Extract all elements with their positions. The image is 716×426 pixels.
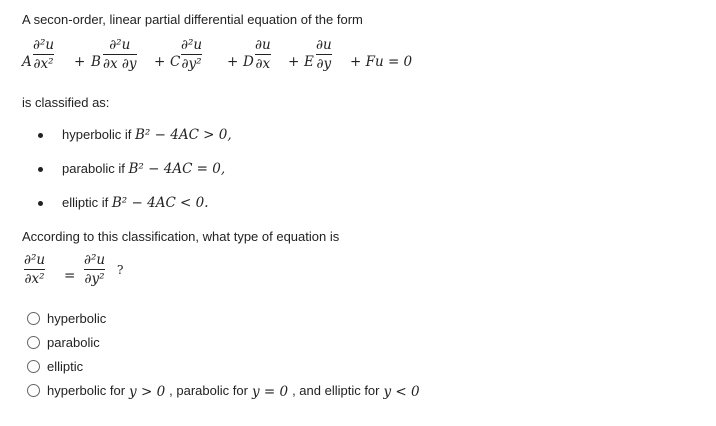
equation-tail: + Fu = 0 bbox=[350, 54, 413, 70]
option-parabolic[interactable]: parabolic bbox=[27, 333, 100, 351]
plus-4: + bbox=[288, 54, 300, 70]
term-uxy: ∂²u ∂x ∂y bbox=[103, 37, 137, 72]
term-uy: ∂u ∂y bbox=[316, 37, 332, 72]
classified-as-text: is classified as: bbox=[22, 95, 110, 110]
elliptic-condition: B² − 4AC < 0. bbox=[111, 195, 209, 211]
option-hyperbolic[interactable]: hyperbolic bbox=[27, 309, 106, 327]
question-text: According to this classification, what type of equation is bbox=[22, 229, 340, 244]
question-mark: ? bbox=[117, 263, 124, 277]
parabolic-condition: B² − 4AC = 0, bbox=[128, 161, 226, 177]
intro-text: A secon-order, linear partial differential equation of the form bbox=[22, 12, 363, 27]
bullet-icon bbox=[38, 133, 43, 138]
coef-d: D bbox=[243, 54, 254, 70]
lhs-uxx: ∂²u ∂x² bbox=[24, 252, 46, 287]
equals-sign: = bbox=[64, 268, 76, 284]
list-item: parabolic if B² − 4AC = 0, bbox=[34, 152, 232, 186]
bullet-icon bbox=[38, 167, 43, 172]
plus-3: + bbox=[227, 54, 239, 70]
radio-button[interactable] bbox=[27, 360, 40, 373]
radio-button[interactable] bbox=[27, 336, 40, 349]
plus-2: + bbox=[154, 54, 166, 70]
coef-a: A bbox=[22, 54, 32, 70]
coef-e: E bbox=[304, 54, 314, 70]
option-elliptic[interactable]: elliptic bbox=[27, 357, 83, 375]
bullet-icon bbox=[38, 201, 43, 206]
rhs-uyy: ∂²u ∂y² bbox=[84, 252, 106, 287]
term-uxx: ∂²u ∂x² bbox=[33, 37, 55, 72]
list-item: elliptic if B² − 4AC < 0. bbox=[34, 186, 232, 220]
coef-b: B bbox=[91, 54, 101, 70]
option-mixed-type[interactable]: hyperbolic for y > 0 , parabolic for y = 0 , and elliptic for y < 0 bbox=[27, 381, 420, 399]
classification-list bbox=[34, 118, 232, 220]
term-ux: ∂u ∂x bbox=[255, 37, 271, 72]
radio-button[interactable] bbox=[27, 384, 40, 397]
hyperbolic-condition: B² − 4AC > 0, bbox=[135, 127, 232, 143]
term-uyy: ∂²u ∂y² bbox=[181, 37, 203, 72]
coef-c: C bbox=[170, 54, 181, 70]
plus-1: + bbox=[74, 54, 86, 70]
list-item: hyperbolic if B² − 4AC > 0, bbox=[34, 118, 232, 152]
radio-button[interactable] bbox=[27, 312, 40, 325]
